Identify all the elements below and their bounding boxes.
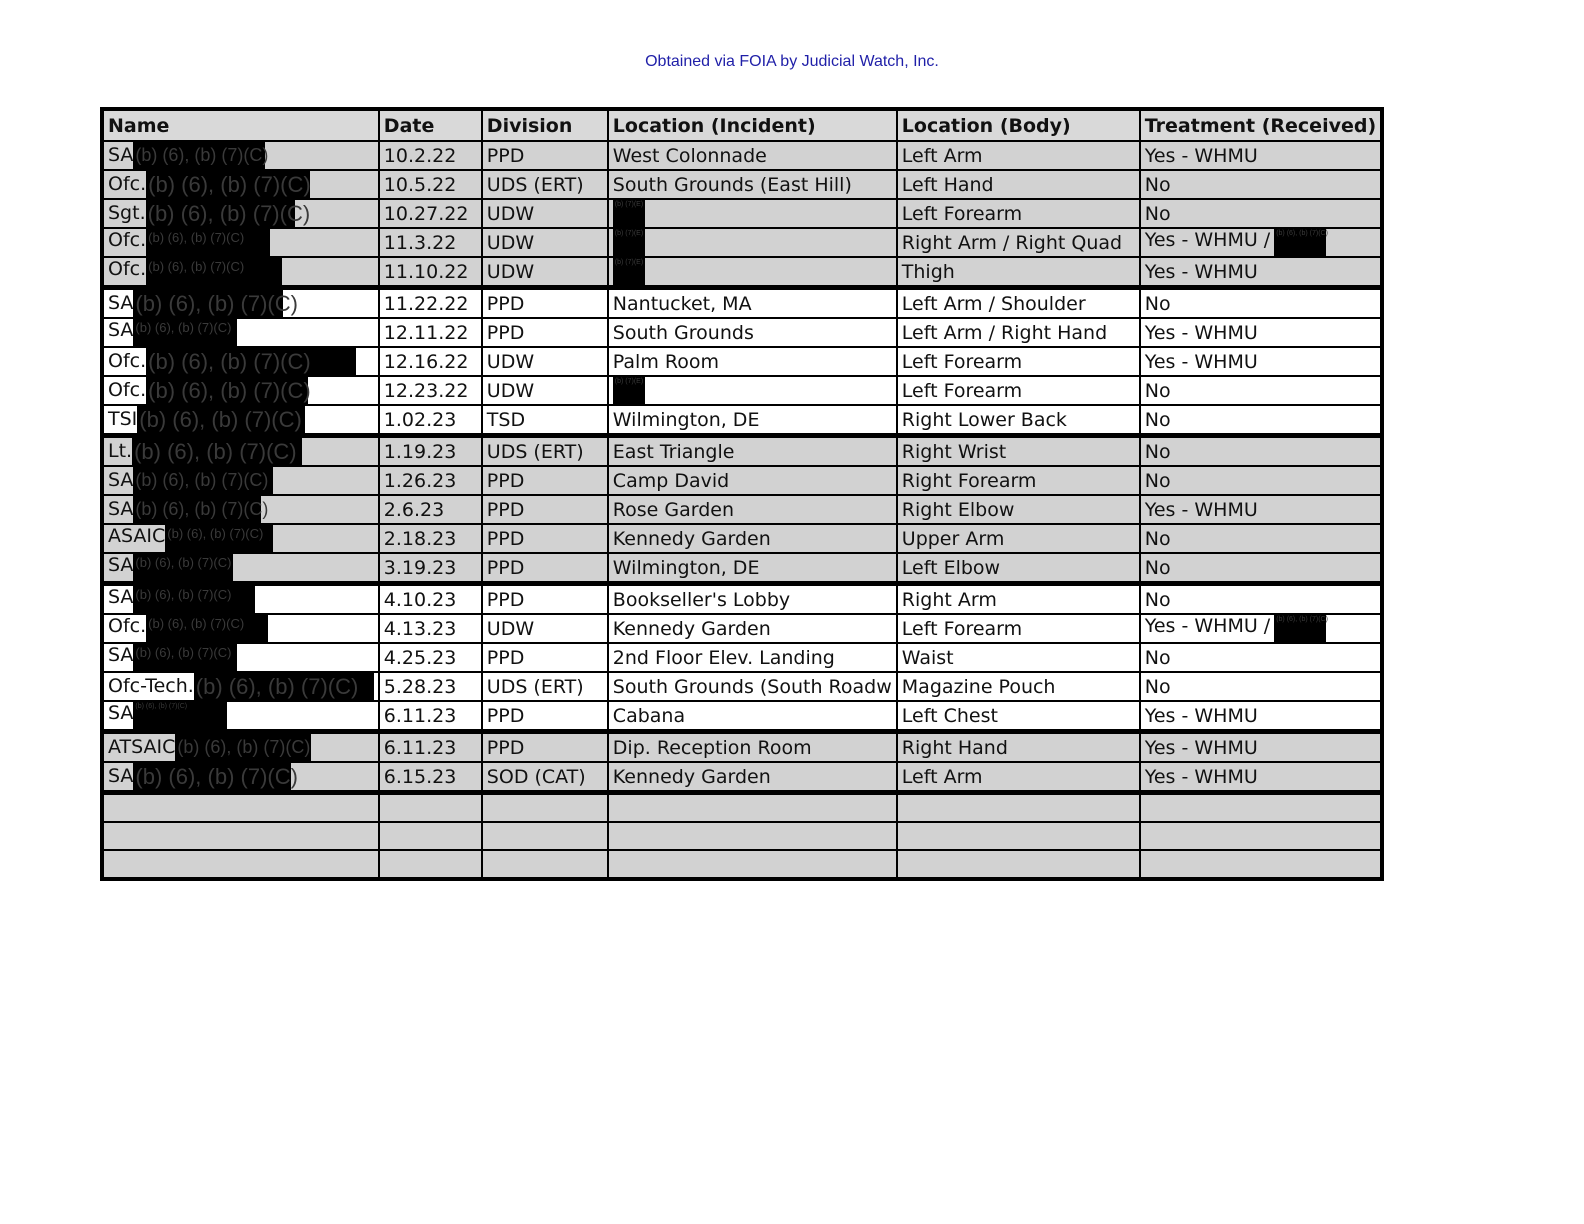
treatment-cell [1140,347,1382,376]
date-cell: 10.27.22 [379,199,482,228]
empty-cell [608,822,897,850]
name-cell [102,405,379,436]
treatment-cell [1140,318,1382,347]
officer-title: Lt. [108,440,133,462]
officer-title: ATSAIC [108,736,176,758]
column-header-location-body: Location (Body) [897,109,1140,141]
treatment-cell [1140,614,1382,643]
location-body-cell: Left Forearm [897,614,1140,643]
location-body-cell: Right Arm / Right Quad [897,228,1140,257]
treatment-redaction: (b) (6), (b) (7)(C) [1274,229,1326,256]
treatment-cell [1140,672,1382,701]
officer-title: TSI [108,408,138,430]
table-row [102,643,1382,672]
table-row [102,553,1382,584]
column-header-name: Name [102,109,379,141]
name-redaction: (b) (6), (b) (7)(C) [146,258,282,285]
date-cell: 10.5.22 [379,170,482,199]
date-cell: 4.13.23 [379,614,482,643]
table-row [102,584,1382,615]
treatment-cell [1140,228,1382,257]
treatment-text: No [1144,588,1171,611]
location-incident-cell: Wilmington, DE [608,405,897,436]
name-cell [102,701,379,732]
officer-title: SA [108,586,134,608]
name-redaction: (b) (6), (b) (7)(C) [146,229,270,256]
empty-cell [608,793,897,823]
treatment-cell [1140,199,1382,228]
empty-cell [897,793,1140,823]
name-redaction: (b) (6), (b) (7)(C) [133,554,233,581]
name-cell [102,762,379,793]
officer-title: Ofc-Tech. [108,675,194,697]
location-body-cell: Thigh [897,257,1140,288]
treatment-cell [1140,141,1382,170]
officer-title: SA [108,765,134,787]
location-body-cell: Left Arm [897,141,1140,170]
officer-title: SA [108,319,134,341]
division-cell: PPD [482,288,608,319]
treatment-cell [1140,170,1382,199]
division-cell: UDS (ERT) [482,436,608,467]
location-incident-cell: West Colonnade [608,141,897,170]
division-cell: UDS (ERT) [482,170,608,199]
table-row [102,318,1382,347]
column-header-treatment: Treatment (Received) [1140,109,1382,141]
table-row [102,614,1382,643]
date-cell: 2.18.23 [379,524,482,553]
officer-title: Ofc. [108,258,147,280]
officer-title: Ofc. [108,350,147,372]
treatment-cell [1140,495,1382,524]
division-cell: TSD [482,405,608,436]
treatment-text: No [1144,408,1171,431]
treatment-text: No [1144,527,1171,550]
date-cell: 12.23.22 [379,376,482,405]
empty-cell [482,850,608,879]
name-redaction: (b) (6), (b) (7)(C) [132,438,302,465]
name-cell [102,318,379,347]
name-redaction: (b) (6), (b) (7)(C) [137,406,305,433]
location-body-cell: Left Hand [897,170,1140,199]
officer-title: Ofc. [108,379,147,401]
division-cell: UDW [482,614,608,643]
name-cell [102,466,379,495]
name-redaction: (b) (6), (b) (7)(C) [135,764,298,789]
name-cell [102,347,379,376]
date-cell: 1.26.23 [379,466,482,495]
treatment-text: Yes - WHMU / [1144,229,1271,251]
location-body-cell: Right Arm [897,584,1140,615]
empty-cell [379,822,482,850]
division-cell: PPD [482,701,608,732]
treatment-text: Yes - WHMU / [1144,615,1271,637]
treatment-text: No [1144,646,1171,669]
table-row [102,672,1382,701]
table-row [102,347,1382,376]
treatment-cell [1140,643,1382,672]
empty-cell [1140,793,1382,823]
officer-title: Ofc. [108,229,147,251]
table-row [102,257,1382,288]
table-row [102,141,1382,170]
name-redaction: (b) (6), (b) (7)(C) [147,201,311,226]
date-cell: 11.10.22 [379,257,482,288]
name-cell [102,614,379,643]
location-body-cell: Left Arm [897,762,1140,793]
officer-title: SA [108,498,134,520]
officer-title: SA [108,644,134,666]
treatment-cell [1140,436,1382,467]
name-cell [102,553,379,584]
column-header-division: Division [482,109,608,141]
date-cell: 6.11.23 [379,732,482,763]
location-incident-cell: Wilmington, DE [608,553,897,584]
location-body-cell: Left Arm / Right Hand [897,318,1140,347]
location-incident-cell: South Grounds [608,318,897,347]
officer-title: Sgt. [108,202,146,224]
location-redaction: (b) (7)(E) [613,258,645,285]
name-redaction: (b) (6), (b) (7)(C) [175,734,311,761]
date-cell: 4.10.23 [379,584,482,615]
division-cell: UDW [482,228,608,257]
location-body-cell: Left Arm / Shoulder [897,288,1140,319]
location-incident-cell: 2nd Floor Elev. Landing [608,643,897,672]
table-row [102,701,1382,732]
officer-title: SA [108,554,134,576]
location-body-cell: Right Forearm [897,466,1140,495]
date-cell: 10.2.22 [379,141,482,170]
division-cell: PPD [482,466,608,495]
date-cell: 2.6.23 [379,495,482,524]
empty-cell [102,822,379,850]
treatment-cell [1140,524,1382,553]
table-row [102,288,1382,319]
name-cell [102,732,379,763]
empty-cell [1140,822,1382,850]
date-cell: 11.22.22 [379,288,482,319]
table-row [102,228,1382,257]
division-cell: UDW [482,257,608,288]
name-redaction: (b) (6), (b) (7)(C) [133,142,265,169]
location-incident-cell: Dip. Reception Room [608,732,897,763]
date-cell: 1.19.23 [379,436,482,467]
treatment-text: Yes - WHMU [1144,765,1258,788]
location-incident-cell: Camp David [608,466,897,495]
location-redaction: (b) (7)(E) [613,200,645,227]
officer-title: Ofc. [108,615,147,637]
name-redaction: (b) (6), (b) (7)(C) [133,644,237,671]
location-incident-cell: Nantucket, MA [608,288,897,319]
officer-title: ASAIC [108,525,166,547]
name-cell [102,672,379,701]
treatment-text: No [1144,440,1171,463]
division-cell: UDS (ERT) [482,672,608,701]
location-incident-cell [608,228,897,257]
empty-cell [102,793,379,823]
column-header-date: Date [379,109,482,141]
treatment-cell [1140,732,1382,763]
treatment-text: Yes - WHMU [1144,144,1258,167]
location-body-cell: Waist [897,643,1140,672]
date-cell: 6.15.23 [379,762,482,793]
name-cell [102,170,379,199]
treatment-text: Yes - WHMU [1144,736,1258,759]
table-row [102,466,1382,495]
treatment-cell [1140,257,1382,288]
location-incident-cell: Bookseller's Lobby [608,584,897,615]
treatment-cell [1140,553,1382,584]
name-cell [102,228,379,257]
name-redaction: (b) (6), (b) (7)(C) [148,378,311,403]
location-body-cell: Left Elbow [897,553,1140,584]
column-header-location-incident: Location (Incident) [608,109,897,141]
name-cell [102,376,379,405]
location-incident-cell: South Grounds (East Hill) [608,170,897,199]
officer-title: SA [108,144,134,166]
division-cell: UDW [482,199,608,228]
empty-cell [608,850,897,879]
table-row [102,524,1382,553]
table-row [102,436,1382,467]
officer-title: Ofc. [108,173,147,195]
officer-title: SA [108,469,134,491]
name-cell [102,524,379,553]
table-row [102,376,1382,405]
treatment-cell [1140,584,1382,615]
location-body-cell: Magazine Pouch [897,672,1140,701]
treatment-cell [1140,405,1382,436]
header-row [102,109,1382,141]
empty-cell [482,793,608,823]
date-cell: 12.16.22 [379,347,482,376]
table-row [102,762,1382,793]
treatment-text: No [1144,469,1171,492]
empty-row [102,850,1382,879]
location-body-cell: Right Lower Back [897,405,1140,436]
name-cell [102,141,379,170]
name-cell [102,257,379,288]
treatment-text: No [1144,202,1171,225]
treatment-cell [1140,288,1382,319]
division-cell: UDW [482,347,608,376]
division-cell: PPD [482,732,608,763]
division-cell: PPD [482,643,608,672]
treatment-text: No [1144,556,1171,579]
treatment-text: Yes - WHMU [1144,498,1258,521]
treatment-text: No [1144,173,1171,196]
name-redaction: (b) (6), (b) (7)(C) [165,525,273,552]
location-incident-cell [608,376,897,405]
name-redaction: (b) (6), (b) (7)(C) [146,348,356,375]
treatment-text: Yes - WHMU [1144,260,1258,283]
empty-cell [897,822,1140,850]
location-incident-cell [608,199,897,228]
treatment-text: Yes - WHMU [1144,704,1258,727]
name-cell [102,436,379,467]
division-cell: PPD [482,495,608,524]
date-cell: 4.25.23 [379,643,482,672]
empty-cell [102,850,379,879]
treatment-cell [1140,466,1382,495]
empty-cell [379,850,482,879]
name-redaction: (b) (6), (b) (7)(C) [133,586,255,613]
table-row [102,170,1382,199]
name-redaction: (b) (6), (b) (7)(C) [133,319,237,346]
division-cell: UDW [482,376,608,405]
treatment-text: No [1144,379,1171,402]
treatment-cell [1140,762,1382,793]
division-cell: PPD [482,318,608,347]
name-cell [102,584,379,615]
name-redaction: (b) (6), (b) (7)(C) [194,673,374,700]
empty-cell [379,793,482,823]
name-redaction: (b) (6), (b) (7)(C) [135,291,298,316]
officer-title: SA [108,292,134,314]
empty-cell [482,822,608,850]
location-body-cell: Left Forearm [897,347,1140,376]
treatment-text: Yes - WHMU [1144,350,1258,373]
location-incident-cell: South Grounds (South Roadw [608,672,897,701]
name-redaction: (b) (6), (b) (7)(C) [148,172,311,197]
location-body-cell: Right Elbow [897,495,1140,524]
date-cell: 12.11.22 [379,318,482,347]
division-cell: SOD (CAT) [482,762,608,793]
date-cell: 5.28.23 [379,672,482,701]
treatment-text: No [1144,675,1171,698]
location-body-cell: Upper Arm [897,524,1140,553]
name-cell [102,199,379,228]
foia-watermark: Obtained via FOIA by Judicial Watch, Inc. [645,53,939,70]
empty-row [102,822,1382,850]
location-redaction: (b) (7)(E) [613,229,645,256]
division-cell: PPD [482,553,608,584]
location-body-cell: Right Wrist [897,436,1140,467]
date-cell: 1.02.23 [379,405,482,436]
table-row [102,405,1382,436]
empty-row [102,793,1382,823]
location-incident-cell: Palm Room [608,347,897,376]
location-incident-cell: Cabana [608,701,897,732]
incident-table [100,107,1384,881]
location-incident-cell: Kennedy Garden [608,524,897,553]
treatment-cell [1140,701,1382,732]
table-row [102,495,1382,524]
location-incident-cell [608,257,897,288]
location-body-cell: Left Forearm [897,199,1140,228]
division-cell: PPD [482,584,608,615]
empty-cell [897,850,1140,879]
name-cell [102,288,379,319]
location-body-cell: Left Forearm [897,376,1140,405]
name-cell [102,495,379,524]
name-redaction: (b) (6), (b) (7)(C) [146,615,268,642]
treatment-cell [1140,376,1382,405]
treatment-redaction: (b) (6), (b) (7)(C) [1274,615,1326,642]
location-body-cell: Right Hand [897,732,1140,763]
location-body-cell: Left Chest [897,701,1140,732]
officer-title: SA [108,702,134,724]
name-redaction: (b) (6), (b) (7)(C) [133,467,273,494]
date-cell: 6.11.23 [379,701,482,732]
date-cell: 11.3.22 [379,228,482,257]
division-cell: PPD [482,141,608,170]
treatment-text: Yes - WHMU [1144,321,1258,344]
name-redaction: (b) (6), (b) (7)(C) [133,496,261,523]
treatment-text: No [1144,292,1171,315]
location-incident-cell: Kennedy Garden [608,762,897,793]
table-row [102,199,1382,228]
location-incident-cell: East Triangle [608,436,897,467]
name-cell [102,643,379,672]
table-row [102,732,1382,763]
date-cell: 3.19.23 [379,553,482,584]
division-cell: PPD [482,524,608,553]
location-redaction: (b) (7)(E) [613,377,645,404]
name-redaction: (b) (6), (b) (7)(C) [133,702,227,729]
location-incident-cell: Kennedy Garden [608,614,897,643]
location-incident-cell: Rose Garden [608,495,897,524]
empty-cell [1140,850,1382,879]
